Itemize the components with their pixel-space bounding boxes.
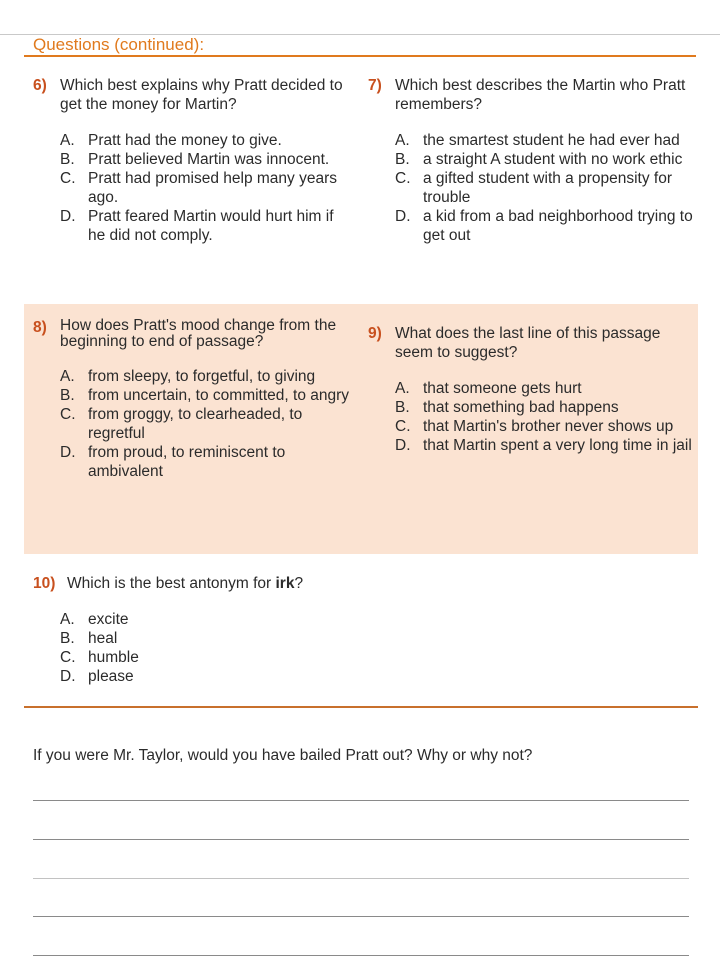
option-d: D. please <box>60 668 134 685</box>
option-list <box>395 379 698 455</box>
option-a: A. the smartest student he had ever had <box>395 132 680 149</box>
question-stem: Which best explains why Pratt decided to get the money for Martin? <box>60 77 343 113</box>
option-d: D. from proud, to reminiscent to ambivalent <box>60 444 286 480</box>
option-a: A. from sleepy, to forgetful, to giving <box>60 368 316 385</box>
question-6 <box>33 76 343 245</box>
response-prompt: If you were Mr. Taylor, would you have bailed Pratt out? Why or why not? <box>33 747 533 764</box>
question-stem: What does the last line of this passage seem to suggest? <box>395 325 661 361</box>
question-stem: How does Pratt's mood change from the beginning to end of passage? <box>60 317 337 350</box>
option-c: C. a gifted student with a propensity for trouble <box>395 170 673 206</box>
answer-line[interactable] <box>33 955 689 956</box>
option-c: C. that Martin's brother never shows up <box>395 418 674 435</box>
option-b: B. Pratt believed Martin was innocent. <box>60 151 330 168</box>
question-number: 9) <box>368 325 382 342</box>
option-d: D. that Martin spent a very long time in jail <box>395 437 692 454</box>
option-b: B. from uncertain, to committed, to angry <box>60 387 350 404</box>
option-c: C. from groggy, to clearheaded, to regretful <box>60 406 303 442</box>
question-8 <box>33 318 353 481</box>
answer-line[interactable] <box>33 800 689 801</box>
question-stem: Which best describes the Martin who Pratt remembers? <box>395 77 686 113</box>
question-number: 8) <box>33 319 47 336</box>
question-number: 6) <box>33 77 47 94</box>
vocab-word: irk <box>275 575 295 592</box>
option-list <box>60 131 343 245</box>
option-d: D. Pratt feared Martin would hurt him if he did not comply. <box>60 208 334 244</box>
option-list <box>395 131 698 245</box>
question-7 <box>368 76 698 245</box>
question-number: 10) <box>33 575 56 592</box>
question-9 <box>368 324 698 455</box>
option-list <box>60 610 433 686</box>
option-d: D. a kid from a bad neighborhood trying to get out <box>395 208 693 244</box>
option-list <box>60 367 353 481</box>
option-c: C. Pratt had promised help many years ago. <box>60 170 337 206</box>
answer-line[interactable] <box>33 878 689 879</box>
answer-line[interactable] <box>33 839 689 840</box>
option-b: B. that something bad happens <box>395 399 619 416</box>
header-divider <box>24 55 696 57</box>
option-c: C. humble <box>60 649 139 666</box>
option-a: A. that someone gets hurt <box>395 380 582 397</box>
section-title: Questions (continued): <box>33 35 205 54</box>
question-stem: Which is the best antonym for irk? <box>67 575 304 592</box>
question-number: 7) <box>368 77 382 94</box>
question-10 <box>33 574 433 686</box>
option-b: B. heal <box>60 630 118 647</box>
option-a: A. Pratt had the money to give. <box>60 132 282 149</box>
option-a: A. excite <box>60 611 129 628</box>
option-b: B. a straight A student with no work ethic <box>395 151 683 168</box>
answer-line[interactable] <box>33 916 689 917</box>
section-divider <box>24 706 698 708</box>
